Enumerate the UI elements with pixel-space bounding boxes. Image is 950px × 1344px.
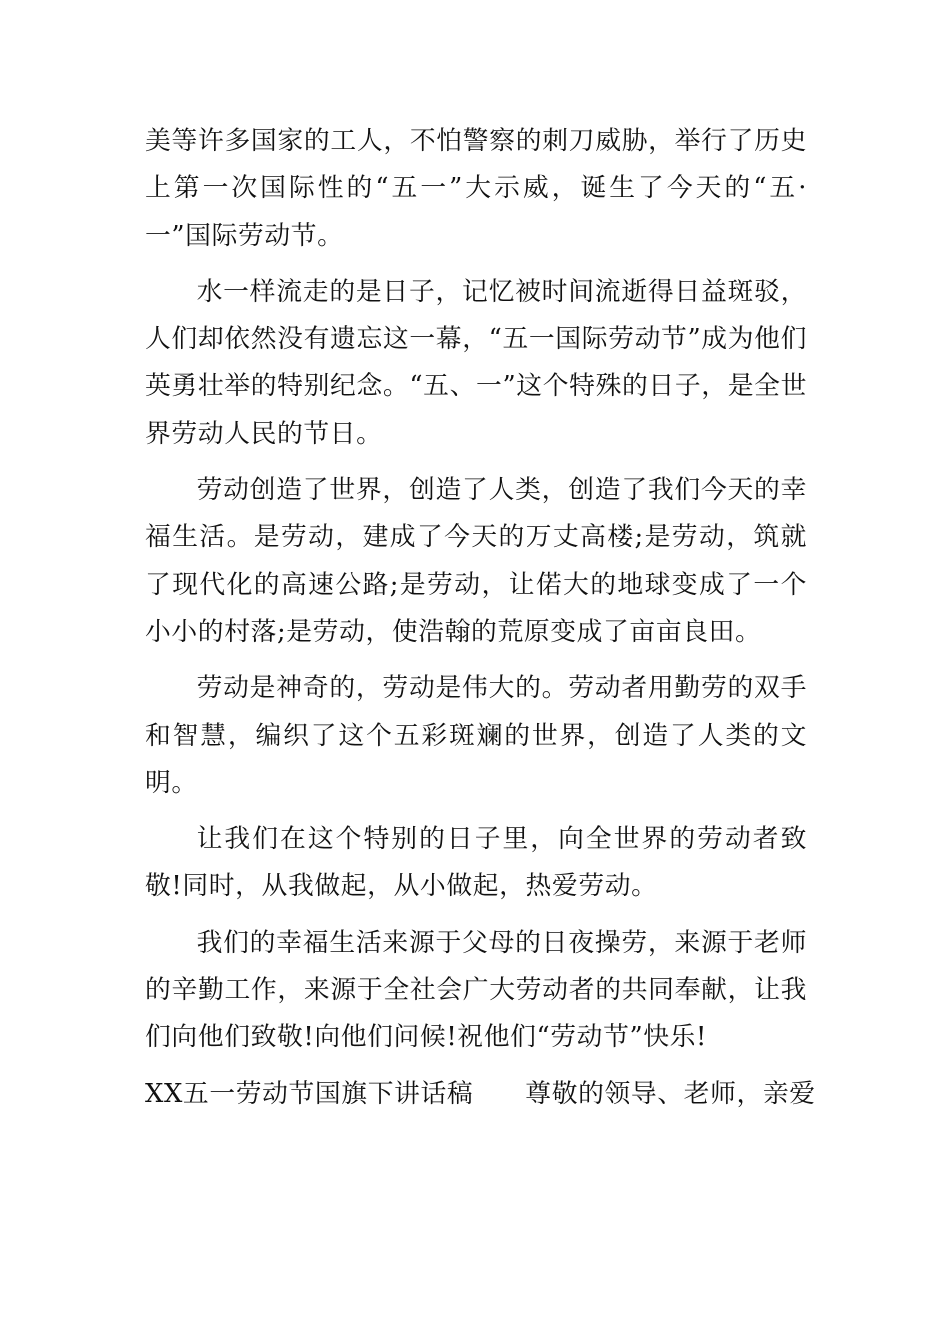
speech-greeting: 尊敬的领导、老师，亲爱 — [525, 1078, 816, 1109]
paragraph-4: 劳动是神奇的，劳动是伟大的。劳动者用勤劳的双手和智慧，编织了这个五彩斑斓的世界，创造了人类的文明。 — [145, 673, 807, 798]
paragraph-1: 美等许多国家的工人，不怕警察的刺刀威胁，举行了历史上第一次国际性的“五一”大示威，诞生了今天的“五·一”国际劳动节。 — [145, 126, 807, 251]
paragraph-3: 劳动创造了世界，创造了人类，创造了我们今天的幸福生活。是劳动，建成了今天的万丈高楼;是劳动，筑就了现代化的高速公路;是劳动，让偌大的地球变成了一个小小的村落;是劳动，使浩翰的荒原变成了亩亩良田。 — [145, 475, 807, 647]
paragraph-2: 水一样流走的是日子，记忆被时间流逝得日益斑驳，人们却依然没有遗忘这一幕，“五一国际劳动节”成为他们英勇壮举的特别纪念。“五、一”这个特殊的日子，是全世界劳动人民的节日。 — [145, 276, 807, 449]
speech-title-line — [145, 1071, 816, 1118]
paragraph-5: 让我们在这个特别的日子里，向全世界的劳动者致敬!同时，从我做起，从小做起，热爱劳动。 — [145, 824, 807, 902]
paragraph-6: 我们的幸福生活来源于父母的日夜操劳，来源于老师的辛勤工作，来源于全社会广大劳动者的共同奉献，让我们向他们致敬!向他们问候!祝他们“劳动节”快乐! — [145, 927, 807, 1053]
speech-title: XX五一劳动节国旗下讲话稿 — [145, 1078, 474, 1109]
document-body — [145, 118, 816, 1127]
